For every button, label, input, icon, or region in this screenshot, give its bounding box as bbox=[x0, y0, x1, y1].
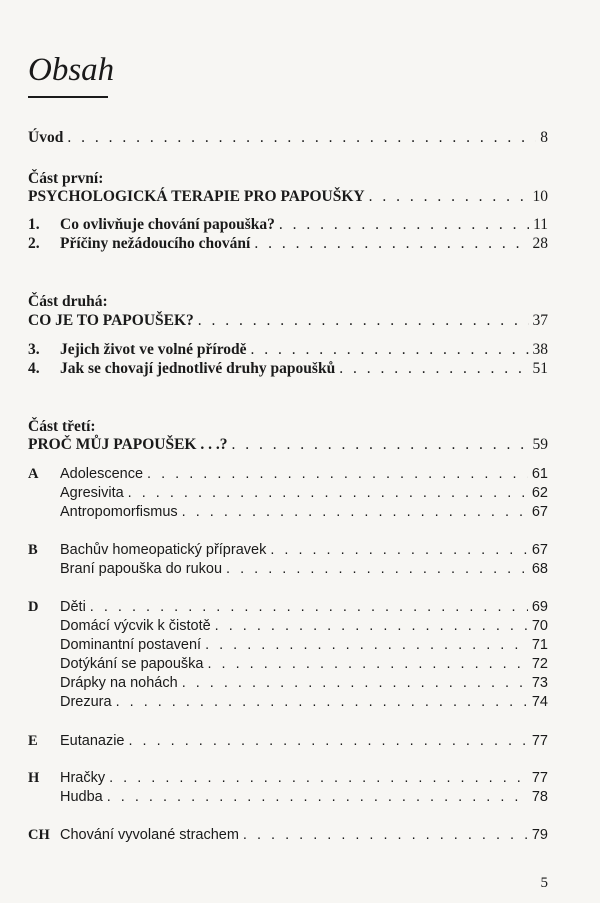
toc-entry bbox=[28, 503, 548, 521]
toc-entry bbox=[28, 341, 548, 359]
toc-entry bbox=[28, 636, 548, 654]
leader-dots bbox=[116, 693, 528, 711]
chapter-number: 1. bbox=[28, 216, 40, 233]
chapter-number: 3. bbox=[28, 341, 40, 358]
entry-text: Eutanazie bbox=[60, 733, 125, 749]
leader-dots bbox=[270, 541, 528, 559]
entry-page: 77 bbox=[531, 770, 548, 786]
part-title bbox=[28, 436, 548, 454]
toc-entry bbox=[28, 826, 548, 844]
toc-entry bbox=[28, 788, 548, 806]
entry-page: 37 bbox=[532, 312, 548, 329]
toc-entry bbox=[28, 655, 548, 673]
entry-page: 79 bbox=[531, 827, 548, 843]
entry-text: Hudba bbox=[60, 789, 103, 805]
part-heading: Část třetí: bbox=[28, 418, 96, 435]
toc-entry-intro bbox=[28, 129, 548, 147]
toc-entry bbox=[28, 360, 548, 378]
entry-page: 8 bbox=[540, 129, 548, 146]
entry-page: 62 bbox=[531, 485, 548, 501]
letter-label: CH bbox=[28, 827, 50, 843]
leader-dots bbox=[251, 341, 529, 359]
entry-text: Chování vyvolané strachem bbox=[60, 827, 239, 843]
entry-page: 61 bbox=[531, 466, 548, 482]
entry-text: Jak se chovají jednotlivé druhy papoušků bbox=[60, 360, 336, 377]
leader-dots bbox=[67, 129, 536, 147]
page-title: Obsah bbox=[28, 52, 115, 88]
title-underline bbox=[28, 96, 108, 98]
toc-entry bbox=[28, 216, 548, 234]
entry-page: 69 bbox=[531, 599, 548, 615]
letter-label: D bbox=[28, 599, 39, 615]
leader-dots bbox=[198, 312, 529, 330]
entry-text: Dotýkání se papouška bbox=[60, 656, 204, 672]
leader-dots bbox=[205, 636, 528, 654]
entry-text: PROČ MŮJ PAPOUŠEK . . .? bbox=[28, 436, 228, 453]
toc-entry bbox=[28, 769, 548, 787]
entry-text: CO JE TO PAPOUŠEK? bbox=[28, 312, 194, 329]
entry-text: Braní papouška do rukou bbox=[60, 561, 223, 577]
letter-label: A bbox=[28, 466, 39, 482]
page-number: 5 bbox=[540, 875, 548, 891]
toc-entry bbox=[28, 674, 548, 692]
toc-entry bbox=[28, 484, 548, 502]
entry-page: 72 bbox=[531, 656, 548, 672]
part-heading: Část druhá: bbox=[28, 293, 108, 310]
leader-dots bbox=[369, 188, 529, 206]
leader-dots bbox=[207, 655, 527, 673]
entry-text: Domácí výcvik k čistotě bbox=[60, 618, 211, 634]
entry-text: Antropomorfismus bbox=[60, 504, 178, 520]
entry-page: 70 bbox=[531, 618, 548, 634]
chapter-number: 2. bbox=[28, 235, 40, 252]
entry-page: 67 bbox=[531, 542, 548, 558]
toc-entry bbox=[28, 560, 548, 578]
entry-text: PSYCHOLOGICKÁ TERAPIE PRO PAPOUŠKY bbox=[28, 188, 365, 205]
entry-text: Dominantní postavení bbox=[60, 637, 202, 653]
toc-entry bbox=[28, 598, 548, 616]
part-title bbox=[28, 312, 548, 330]
letter-label: B bbox=[28, 542, 38, 558]
leader-dots bbox=[90, 598, 528, 616]
leader-dots bbox=[182, 674, 528, 692]
entry-page: 51 bbox=[532, 360, 548, 377]
entry-text: Hračky bbox=[60, 770, 106, 786]
leader-dots bbox=[109, 769, 528, 787]
entry-page: 38 bbox=[532, 341, 548, 358]
entry-page: 68 bbox=[531, 561, 548, 577]
entry-page: 78 bbox=[531, 789, 548, 805]
entry-page: 73 bbox=[531, 675, 548, 691]
entry-text: Bachův homeopatický přípravek bbox=[60, 542, 267, 558]
entry-page: 74 bbox=[531, 694, 548, 710]
part-title bbox=[28, 188, 548, 206]
toc-entry bbox=[28, 541, 548, 559]
chapter-number: 4. bbox=[28, 360, 40, 377]
letter-label: H bbox=[28, 770, 40, 786]
leader-dots bbox=[339, 360, 528, 378]
entry-text: Agresivita bbox=[60, 485, 124, 501]
entry-page: 77 bbox=[531, 733, 548, 749]
entry-text: Děti bbox=[60, 599, 86, 615]
leader-dots bbox=[128, 484, 528, 502]
toc-entry bbox=[28, 465, 548, 483]
leader-dots bbox=[279, 216, 529, 234]
leader-dots bbox=[215, 617, 528, 635]
leader-dots bbox=[231, 436, 528, 454]
leader-dots bbox=[226, 560, 528, 578]
toc-entry bbox=[28, 617, 548, 635]
leader-dots bbox=[254, 235, 528, 253]
entry-text: Jejich život ve volné přírodě bbox=[60, 341, 247, 358]
entry-text: Adolescence bbox=[60, 466, 144, 482]
leader-dots bbox=[243, 826, 528, 844]
entry-page: 67 bbox=[531, 504, 548, 520]
toc-entry bbox=[28, 693, 548, 711]
entry-text: Drápky na nohách bbox=[60, 675, 178, 691]
leader-dots bbox=[182, 503, 528, 521]
entry-text: Úvod bbox=[28, 129, 64, 146]
toc-entry bbox=[28, 732, 548, 750]
entry-page: 10 bbox=[532, 188, 548, 205]
entry-page: 71 bbox=[531, 637, 548, 653]
entry-text: Drezura bbox=[60, 694, 112, 710]
leader-dots bbox=[129, 732, 528, 750]
entry-text: Příčiny nežádoucího chování bbox=[60, 235, 251, 252]
entry-page: 59 bbox=[532, 436, 548, 453]
leader-dots bbox=[107, 788, 528, 806]
entry-text: Co ovlivňuje chování papouška? bbox=[60, 216, 275, 233]
part-heading: Část první: bbox=[28, 170, 104, 187]
toc-entry bbox=[28, 235, 548, 253]
letter-label: E bbox=[28, 733, 38, 749]
entry-page: 11 bbox=[533, 216, 548, 233]
leader-dots bbox=[147, 465, 528, 483]
entry-page: 28 bbox=[532, 235, 548, 252]
